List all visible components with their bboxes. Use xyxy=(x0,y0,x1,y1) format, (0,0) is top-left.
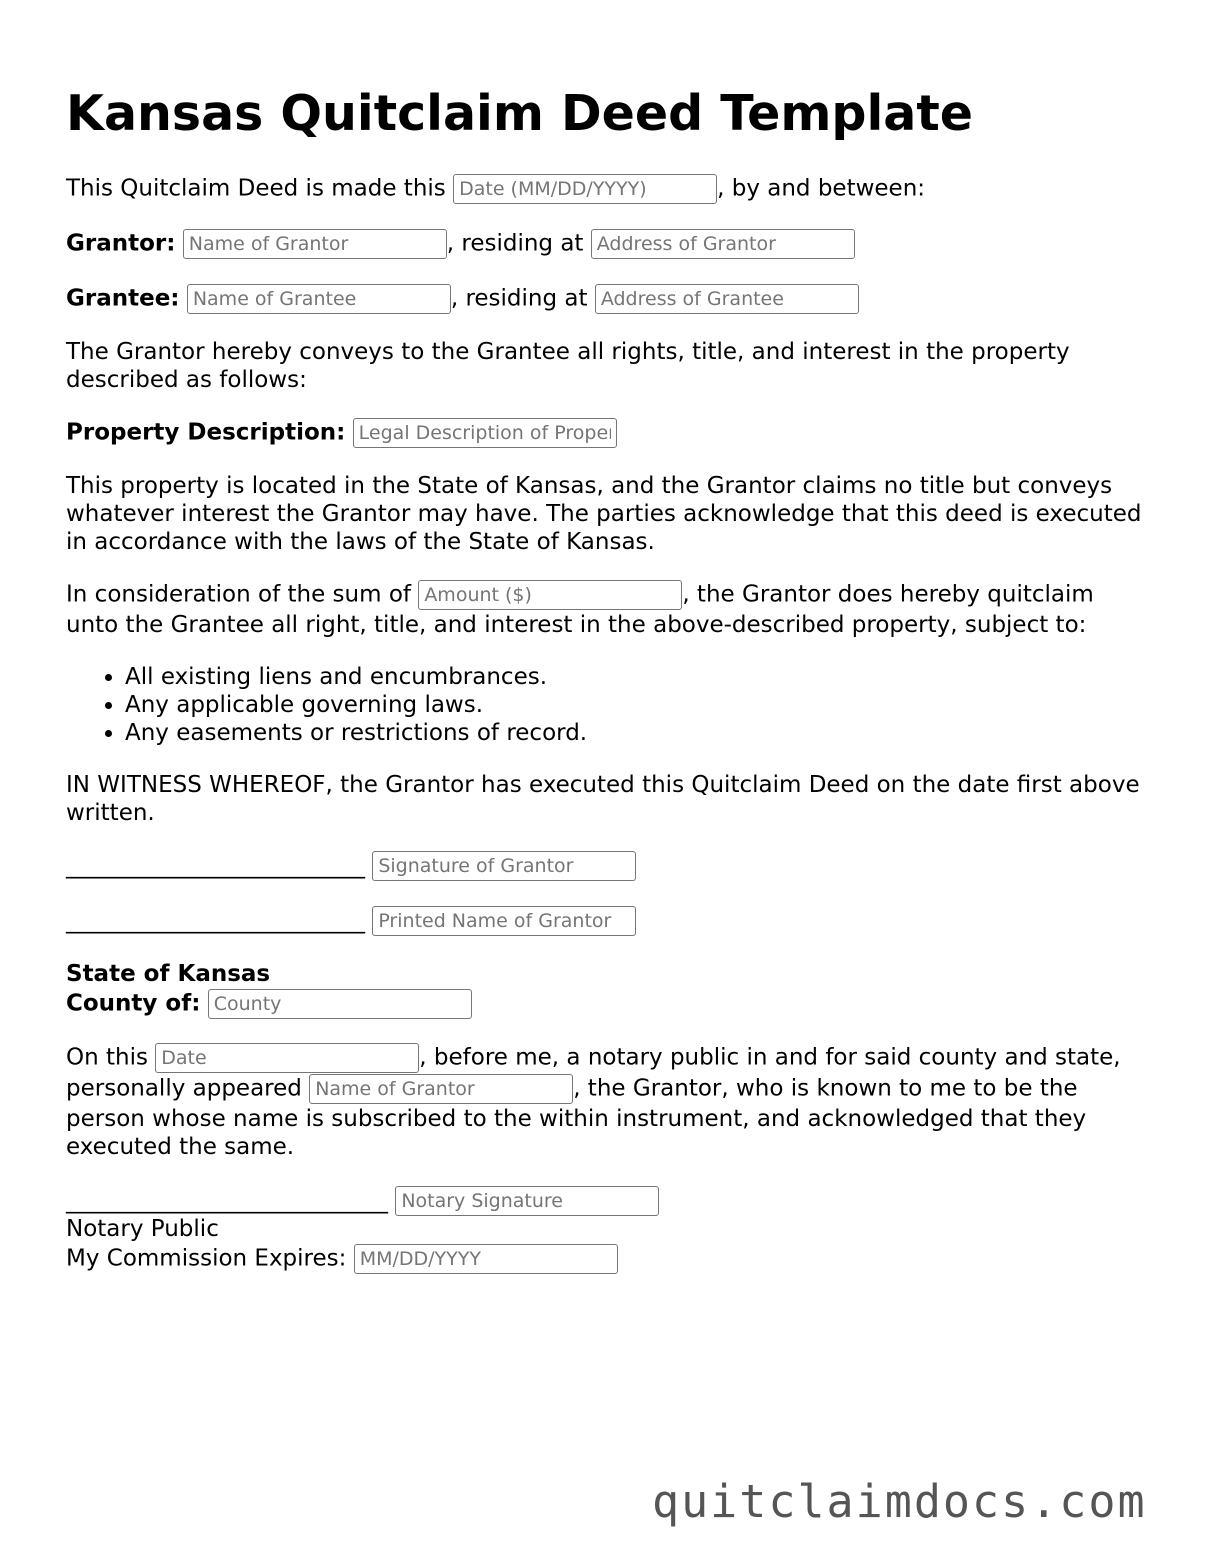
notary-paragraph-rest: person whose name is subscribed to the within instrument, and acknowledged that they executed the same. xyxy=(66,1106,1087,1160)
deed-date-input[interactable] xyxy=(453,174,717,204)
intro-prefix: This Quitclaim Deed is made this xyxy=(66,175,446,202)
notary-signature-row xyxy=(66,1186,659,1216)
signature-line: __________________________ xyxy=(66,908,365,934)
grantee-address-input[interactable] xyxy=(595,284,859,314)
notary-line-2 xyxy=(66,1074,1078,1104)
consideration-line-2: unto the Grantee all right, title, and interest in the above-described property, subject to: xyxy=(66,612,1087,638)
grantee-line xyxy=(66,284,859,314)
grantee-name-input[interactable] xyxy=(187,284,451,314)
intro-suffix: , by and between: xyxy=(717,175,926,202)
property-label: Property Description: xyxy=(66,419,346,446)
grantor-line xyxy=(66,229,855,259)
list-item: • All existing liens and encumbrances. xyxy=(125,663,587,691)
list-item: • Any easements or restrictions of record. xyxy=(125,719,587,747)
property-description-input[interactable] xyxy=(353,418,617,448)
commission-label: My Commission Expires: xyxy=(66,1245,347,1272)
list-item: • Any applicable governing laws. xyxy=(125,691,587,719)
witness-paragraph: IN WITNESS WHEREOF, the Grantor has executed this Quitclaim Deed on the date first above written. xyxy=(66,772,1140,826)
personally-appeared-text: personally appeared xyxy=(66,1075,302,1102)
location-paragraph: This property is located in the State of Kansas, and the Grantor claims no title but conveys whatever interest the Grantor may have. The parties acknowledge that this deed is executed in accordance with the laws of the State of Kansas. xyxy=(66,473,1142,555)
commission-line xyxy=(66,1244,618,1274)
grantor-label: Grantor: xyxy=(66,230,176,257)
known-text: , the Grantor, who is known to me to be the xyxy=(573,1075,1078,1102)
property-line xyxy=(66,418,617,448)
notary-grantor-name-input[interactable] xyxy=(309,1074,573,1104)
commission-date-input[interactable] xyxy=(354,1244,618,1274)
consideration-prefix: In consideration of the sum of xyxy=(66,581,411,608)
notary-line-1 xyxy=(66,1043,1121,1073)
footer-brand: quitclaimdocs.com xyxy=(652,1475,1147,1528)
grantor-printed-name-input[interactable] xyxy=(372,906,636,936)
page-title: Kansas Quitclaim Deed Template xyxy=(66,85,974,142)
grantor-signature-input[interactable] xyxy=(372,851,636,881)
intro-line xyxy=(66,174,925,204)
on-this-text: On this xyxy=(66,1044,148,1071)
state-heading xyxy=(66,960,270,988)
amount-input[interactable] xyxy=(418,580,682,610)
grantor-printed-name-row xyxy=(66,906,636,936)
conditions-list xyxy=(66,663,587,747)
notary-signature-input[interactable] xyxy=(395,1186,659,1216)
signature-line: __________________________ xyxy=(66,853,365,879)
notary-date-input[interactable] xyxy=(155,1043,419,1073)
notary-public-label: Notary Public xyxy=(66,1216,219,1242)
state-label: State of Kansas xyxy=(66,961,271,987)
grantor-residing-text: , residing at xyxy=(446,230,584,257)
grantee-residing-text: , residing at xyxy=(450,285,588,312)
before-me-text: , before me, a notary public in and for said county and state, xyxy=(419,1044,1121,1071)
consideration-suffix: , the Grantor does hereby quitclaim xyxy=(682,581,1094,608)
signature-line: ____________________________ xyxy=(66,1188,388,1214)
grantor-name-input[interactable] xyxy=(183,229,447,259)
county-input[interactable] xyxy=(208,989,472,1019)
consideration-line xyxy=(66,580,1094,610)
grantor-address-input[interactable] xyxy=(591,229,855,259)
county-label: County of: xyxy=(66,990,201,1017)
county-line xyxy=(66,989,472,1019)
grantor-signature-row xyxy=(66,851,636,881)
grantee-label: Grantee: xyxy=(66,285,180,312)
conveys-paragraph: The Grantor hereby conveys to the Grantee all rights, title, and interest in the property described as follows: xyxy=(66,339,1070,393)
